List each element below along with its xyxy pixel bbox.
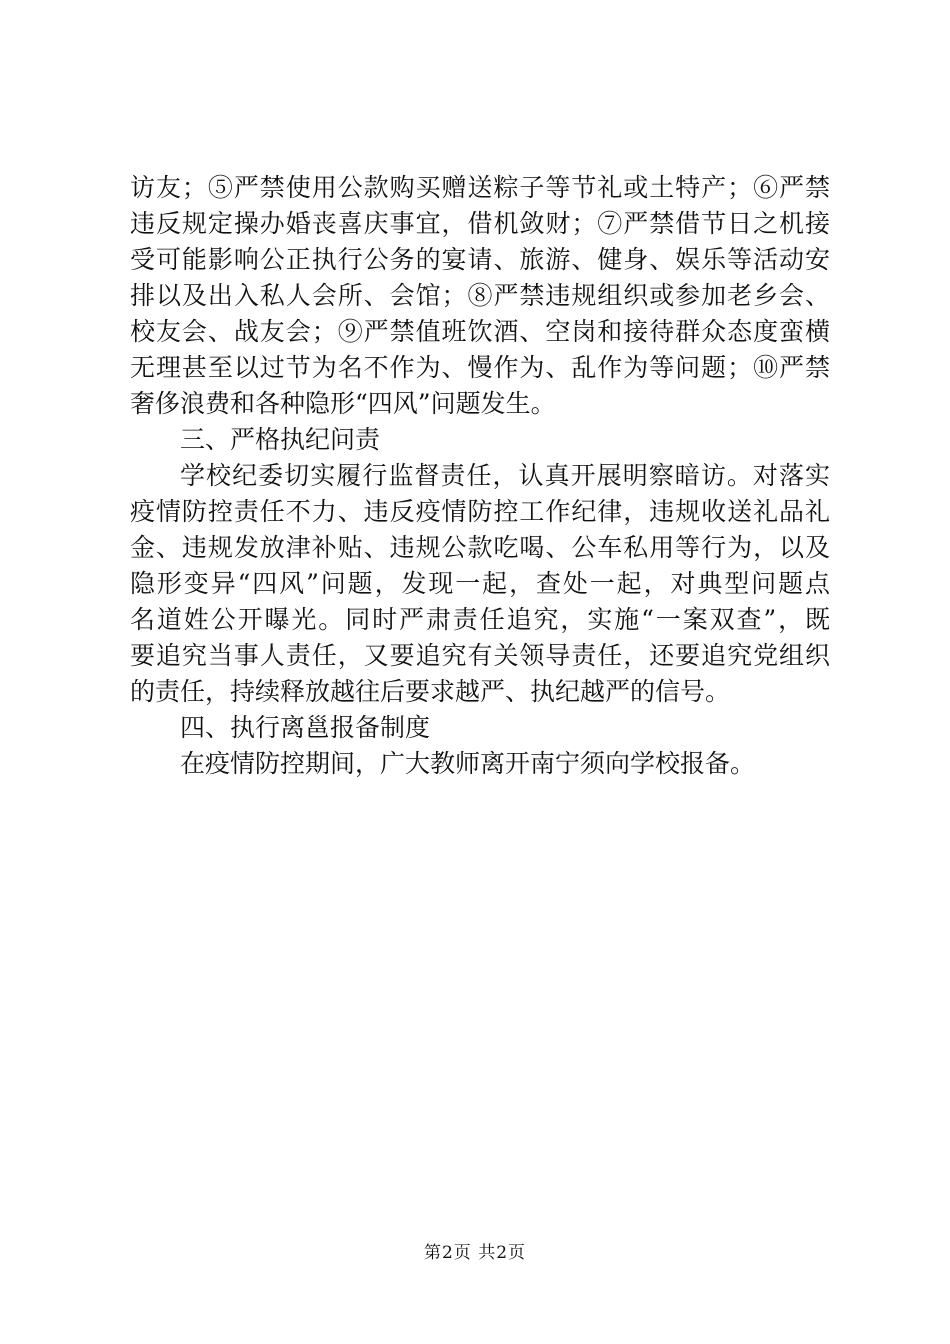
section-heading: 四、执行离邕报备制度: [180, 713, 431, 742]
paragraph-line: 金、违规发放津补贴、违规公款吃喝、公车私用等行为，以及: [130, 533, 830, 562]
paragraph-line: 要追究当事人责任，又要追究有关领导责任，还要追究党组织: [130, 641, 830, 670]
paragraph-line: 的责任，持续释放越往后要求越严、执纪越严的信号。: [130, 677, 731, 706]
paragraph-line: 排以及出入私人会所、会馆；⑧严禁违规组织或参加老乡会、: [130, 281, 830, 310]
paragraph-line: 学校纪委切实履行监督责任，认真开展明察暗访。对落实: [180, 461, 830, 490]
paragraph-line: 奢侈浪费和各种隐形“四风”问题发生。: [130, 389, 556, 418]
paragraph-line: 无理甚至以过节为名不作为、慢作为、乱作为等问题；⑩严禁: [130, 353, 830, 382]
page-footer: 第2页 共2页: [423, 1243, 527, 1263]
paragraph-line: 在疫情防控期间，广大教师离开南宁须向学校报备。: [180, 749, 756, 778]
paragraph-line: 访友；⑤严禁使用公款购买赠送粽子等节礼或土特产；⑥严禁: [130, 173, 830, 202]
paragraph-line: 受可能影响公正执行公务的宴请、旅游、健身、娱乐等活动安: [130, 245, 830, 274]
paragraph-line: 疫情防控责任不力、违反疫情防控工作纪律，违规收送礼品礼: [130, 497, 830, 526]
section-heading: 三、严格执纪问责: [180, 425, 381, 454]
paragraph-line: 违反规定操办婚丧喜庆事宜，借机敛财；⑦严禁借节日之机接: [130, 209, 830, 238]
paragraph-line: 名道姓公开曝光。同时严肃责任追究，实施“一案双查”，既: [130, 605, 830, 634]
paragraph-line: 校友会、战友会；⑨严禁值班饮酒、空岗和接待群众态度蛮横: [130, 317, 830, 346]
paragraph-line: 隐形变异“四风”问题，发现一起，查处一起，对典型问题点: [130, 569, 830, 598]
document-body: [130, 170, 830, 782]
